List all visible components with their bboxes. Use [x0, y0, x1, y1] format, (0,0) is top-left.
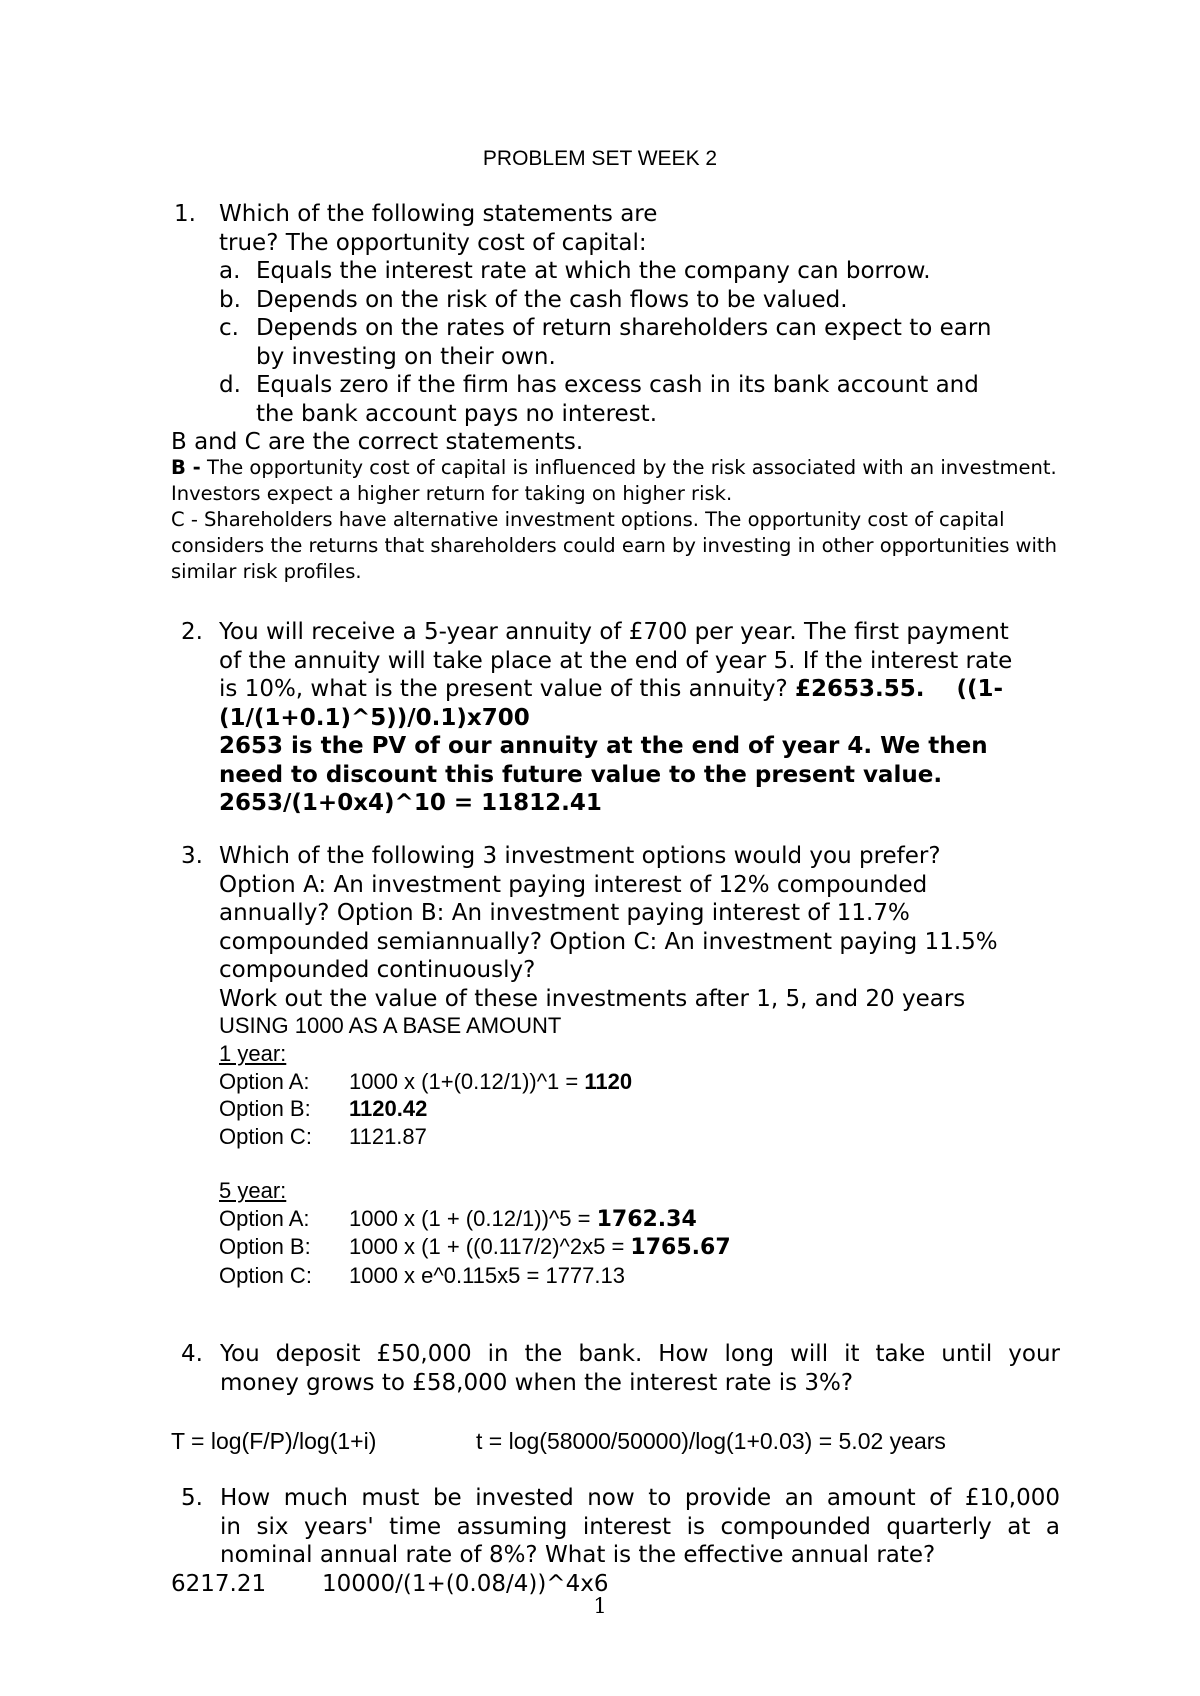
calculation-text: t = log(58000/50000)/log(1+0.03) = 5.02 years	[476, 1428, 946, 1454]
question-number: 4.	[181, 1341, 203, 1367]
question-text: compounded continuously?	[219, 957, 536, 983]
year-heading: 1 year:	[219, 1041, 287, 1066]
year-5-results	[219, 1177, 1019, 1289]
result-row	[219, 1233, 1019, 1262]
note-text: C - Shareholders have alternative investment options. The opportunity cost of capital considers the returns that shareholders could earn by investing in other opportunities with similar risk profiles.	[171, 508, 1057, 583]
year-1-results	[219, 1040, 1019, 1150]
note-label: B -	[171, 456, 201, 479]
question-text: How much must be invested now to provide an amount of £10,000	[220, 1485, 1060, 1511]
result-value: 1120	[584, 1068, 633, 1094]
answer-text: £2653.55. ((1-	[794, 676, 1004, 702]
result-row	[219, 1095, 1019, 1123]
question-text: compounded semiannually? Option C: An investment paying 11.5%	[219, 928, 998, 955]
option-letter: a.	[219, 258, 241, 284]
option-text: Depends on the risk of the cash flows to be valued.	[256, 286, 848, 313]
option-label: Option C:	[219, 1123, 312, 1149]
calculation-text: 10000/(1+(0.08/4))^4x6	[322, 1571, 609, 1597]
explanation-note	[171, 455, 1071, 585]
option-label: Option A:	[219, 1205, 310, 1231]
question-text: true? The opportunity cost of capital:	[219, 229, 647, 256]
question-text: Work out the value of these investments after 1, 5, and 20 years	[219, 985, 966, 1012]
question-text: You will receive a 5-year annuity of £700 per year. The first payment	[219, 619, 1009, 645]
result-expr: 1121.87	[349, 1123, 427, 1149]
result-row	[219, 1123, 1019, 1151]
option-text: Equals the interest rate at which the company can borrow.	[256, 258, 931, 284]
answer-text: (1/(1+0.1)^5))/0.1)x700	[219, 704, 530, 731]
question-text: money grows to £58,000 when the interest rate is 3%?	[220, 1370, 854, 1396]
option-letter: d.	[219, 372, 241, 398]
question-text: is 10%, what is the present value of this annuity?	[219, 676, 788, 702]
option-label: Option B:	[219, 1234, 311, 1259]
option-label: Option A:	[219, 1068, 310, 1094]
result-expr: 1000 x (1 + (0.12/1))^5 =	[349, 1205, 597, 1231]
question-number: 5.	[181, 1485, 203, 1511]
option-label: Option B:	[219, 1096, 311, 1121]
question-number: 2.	[181, 619, 203, 645]
page-title: PROBLEM SET WEEK 2	[482, 147, 718, 170]
question-text: nominal annual rate of 8%? What is the effective annual rate?	[220, 1542, 936, 1568]
answer-text: 2653/(1+0x4)^10 = 11812.41	[219, 790, 602, 816]
formula-text: T = log(F/P)/log(1+i)	[171, 1428, 377, 1454]
result-row	[219, 1262, 1019, 1290]
question-text: of the annuity will take place at the end of year 5. If the interest rate	[219, 647, 1013, 674]
result-row	[219, 1205, 1019, 1234]
option-letter: c.	[219, 315, 239, 341]
option-letter: b.	[219, 286, 241, 313]
answer-text: need to discount this future value to the present value.	[219, 761, 943, 788]
note-text: The opportunity cost of capital is influenced by the risk associated with an investment. Investors expect a higher return for taking on higher risk.	[171, 456, 1057, 505]
question-text: USING 1000 AS A BASE AMOUNT	[219, 1013, 562, 1038]
option-text: Equals zero if the firm has excess cash in its bank account and	[256, 372, 979, 398]
question-text: You deposit £50,000 in the bank. How long will it take until your	[220, 1341, 1060, 1367]
result-expr: 1000 x (1+(0.12/1))^1 =	[349, 1068, 585, 1094]
question-number: 3.	[181, 843, 203, 869]
question-text: annually? Option B: An investment paying interest of 11.7%	[219, 900, 910, 926]
answer-text: 6217.21	[171, 1571, 267, 1597]
option-text: the bank account pays no interest.	[256, 400, 658, 427]
result-value: 1765.67	[630, 1235, 731, 1260]
result-value: 1762.34	[596, 1206, 697, 1232]
result-expr: 1000 x (1 + ((0.117/2)^2x5 =	[349, 1234, 631, 1259]
answer-text: 2653 is the PV of our annuity at the end of year 4. We then	[219, 733, 988, 759]
question-text: in six years' time assuming interest is compounded quarterly at a	[220, 1513, 1060, 1540]
question-number: 1.	[174, 201, 196, 227]
option-text: Depends on the rates of return shareholders can expect to earn	[256, 315, 992, 341]
question-text: Option A: An investment paying interest of 12% compounded	[219, 871, 928, 898]
page-number: 1	[593, 1594, 607, 1618]
result-row	[219, 1068, 1019, 1096]
option-label: Option C:	[219, 1262, 312, 1288]
result-value: 1120.42	[349, 1096, 428, 1121]
year-heading: 5 year:	[219, 1178, 287, 1203]
option-text: by investing on their own.	[256, 343, 556, 370]
question-text: Which of the following 3 investment options would you prefer?	[219, 843, 941, 869]
result-expr: 1000 x e^0.115x5 = 1777.13	[349, 1262, 625, 1288]
answer-text: B and C are the correct statements.	[171, 429, 584, 455]
question-text: Which of the following statements are	[219, 201, 658, 227]
